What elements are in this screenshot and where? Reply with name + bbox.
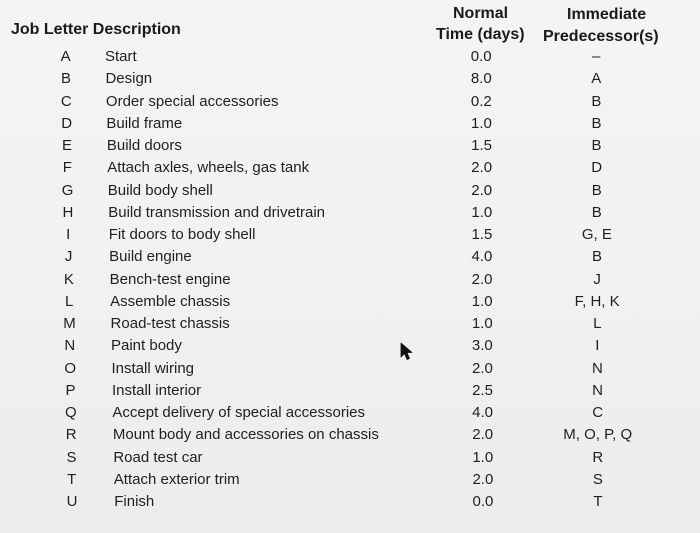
row-description: Attach axles, wheels, gas tank bbox=[107, 159, 310, 177]
row-description: Assemble chassis bbox=[110, 292, 231, 310]
row-description: Paint body bbox=[111, 337, 182, 355]
row-job-letter: E bbox=[61, 137, 72, 154]
row-predecessors: S bbox=[592, 470, 603, 488]
row-description: Build body shell bbox=[107, 181, 213, 199]
row-predecessors: D bbox=[591, 159, 603, 177]
row-normal-time: 1.5 bbox=[471, 137, 492, 154]
row-job-letter: N bbox=[64, 337, 76, 355]
row-description: Build engine bbox=[109, 248, 192, 266]
row-job-letter: C bbox=[60, 92, 72, 110]
row-description: Install interior bbox=[111, 381, 202, 399]
row-job-letter: T bbox=[67, 470, 77, 488]
row-job-letter: S bbox=[66, 448, 77, 466]
row-predecessors: N bbox=[592, 359, 603, 377]
row-job-letter: K bbox=[63, 270, 74, 288]
row-job-letter: Q bbox=[64, 404, 77, 421]
row-normal-time: 1.0 bbox=[471, 292, 493, 310]
row-predecessors: I bbox=[595, 337, 600, 355]
row-normal-time: 2.0 bbox=[471, 159, 493, 177]
row-job-letter: B bbox=[60, 70, 71, 88]
row-job-letter: D bbox=[61, 114, 73, 132]
row-predecessors: G, E bbox=[581, 226, 612, 243]
row-job-letter: G bbox=[61, 181, 74, 199]
row-normal-time: 2.0 bbox=[471, 270, 493, 288]
row-job-letter: H bbox=[62, 203, 74, 221]
row-predecessors: J bbox=[593, 270, 601, 288]
row-normal-time: 0.0 bbox=[472, 493, 494, 510]
row-normal-time: 2.0 bbox=[472, 359, 493, 377]
row-job-letter: P bbox=[65, 381, 76, 399]
row-normal-time: 1.0 bbox=[472, 448, 494, 466]
row-normal-time: 2.0 bbox=[471, 181, 493, 199]
row-normal-time: 3.0 bbox=[471, 337, 493, 355]
row-job-letter: U bbox=[66, 493, 78, 510]
row-job-letter: A bbox=[60, 48, 71, 65]
row-description: Build frame bbox=[106, 114, 183, 132]
row-job-letter: J bbox=[64, 248, 73, 266]
row-description: Fit doors to body shell bbox=[108, 226, 256, 243]
row-job-letter: F bbox=[62, 159, 72, 177]
row-description: Design bbox=[105, 70, 153, 88]
row-description: Road-test chassis bbox=[110, 315, 230, 332]
row-normal-time: 2.0 bbox=[472, 470, 494, 488]
row-predecessors: T bbox=[593, 493, 603, 510]
row-job-letter: O bbox=[64, 359, 76, 377]
row-description: Build doors bbox=[106, 137, 182, 154]
row-normal-time: 4.0 bbox=[471, 248, 493, 266]
row-predecessors: M, O, P, Q bbox=[563, 426, 633, 444]
row-predecessors: L bbox=[593, 315, 602, 332]
header-description: Description bbox=[92, 21, 181, 38]
row-job-letter: R bbox=[65, 426, 77, 444]
header-job-letter: Job Letter bbox=[11, 21, 89, 38]
row-description: Accept delivery of special accessories bbox=[112, 404, 366, 421]
header-predecessors: Predecessor(s) bbox=[543, 28, 659, 45]
row-normal-time: 1.5 bbox=[471, 226, 493, 243]
row-normal-time: 1.0 bbox=[471, 315, 493, 332]
row-normal-time: 4.0 bbox=[472, 404, 494, 421]
row-predecessors: A bbox=[591, 70, 602, 88]
row-predecessors: B bbox=[591, 203, 602, 221]
row-predecessors: B bbox=[591, 248, 602, 266]
row-predecessors: B bbox=[591, 114, 602, 132]
header-normal: Normal bbox=[453, 5, 509, 22]
row-predecessors: – bbox=[592, 48, 601, 65]
row-description: Start bbox=[104, 48, 137, 65]
header-time-days: Time (days) bbox=[436, 26, 525, 43]
row-description: Bench-test engine bbox=[109, 270, 231, 288]
row-description: Install wiring bbox=[111, 359, 194, 377]
row-description: Build transmission and drivetrain bbox=[108, 203, 326, 221]
row-predecessors: B bbox=[591, 181, 602, 199]
row-job-letter: M bbox=[63, 315, 76, 332]
row-predecessors: N bbox=[592, 381, 603, 399]
row-predecessors: B bbox=[591, 92, 602, 110]
row-predecessors: C bbox=[592, 404, 604, 421]
row-predecessors: R bbox=[592, 448, 604, 466]
row-description: Mount body and accessories on chassis bbox=[112, 426, 379, 444]
row-normal-time: 2.5 bbox=[472, 381, 493, 399]
row-job-letter: L bbox=[65, 292, 74, 310]
row-normal-time: 0.2 bbox=[470, 92, 492, 110]
row-normal-time: 0.0 bbox=[470, 48, 492, 65]
row-predecessors: B bbox=[591, 137, 602, 154]
row-normal-time: 1.0 bbox=[471, 203, 493, 221]
row-description: Order special accessories bbox=[105, 92, 279, 110]
row-description: Finish bbox=[114, 493, 155, 510]
header-job-letter-description bbox=[11, 21, 181, 39]
header-immediate: Immediate bbox=[567, 6, 647, 23]
row-normal-time: 1.0 bbox=[471, 114, 492, 132]
row-job-letter: I bbox=[66, 226, 71, 243]
row-normal-time: 8.0 bbox=[470, 70, 492, 88]
row-normal-time: 2.0 bbox=[472, 426, 494, 444]
row-description: Attach exterior trim bbox=[113, 470, 240, 488]
mouse-pointer-icon bbox=[399, 341, 417, 363]
row-predecessors: F, H, K bbox=[574, 292, 620, 310]
row-description: Road test car bbox=[113, 448, 203, 466]
